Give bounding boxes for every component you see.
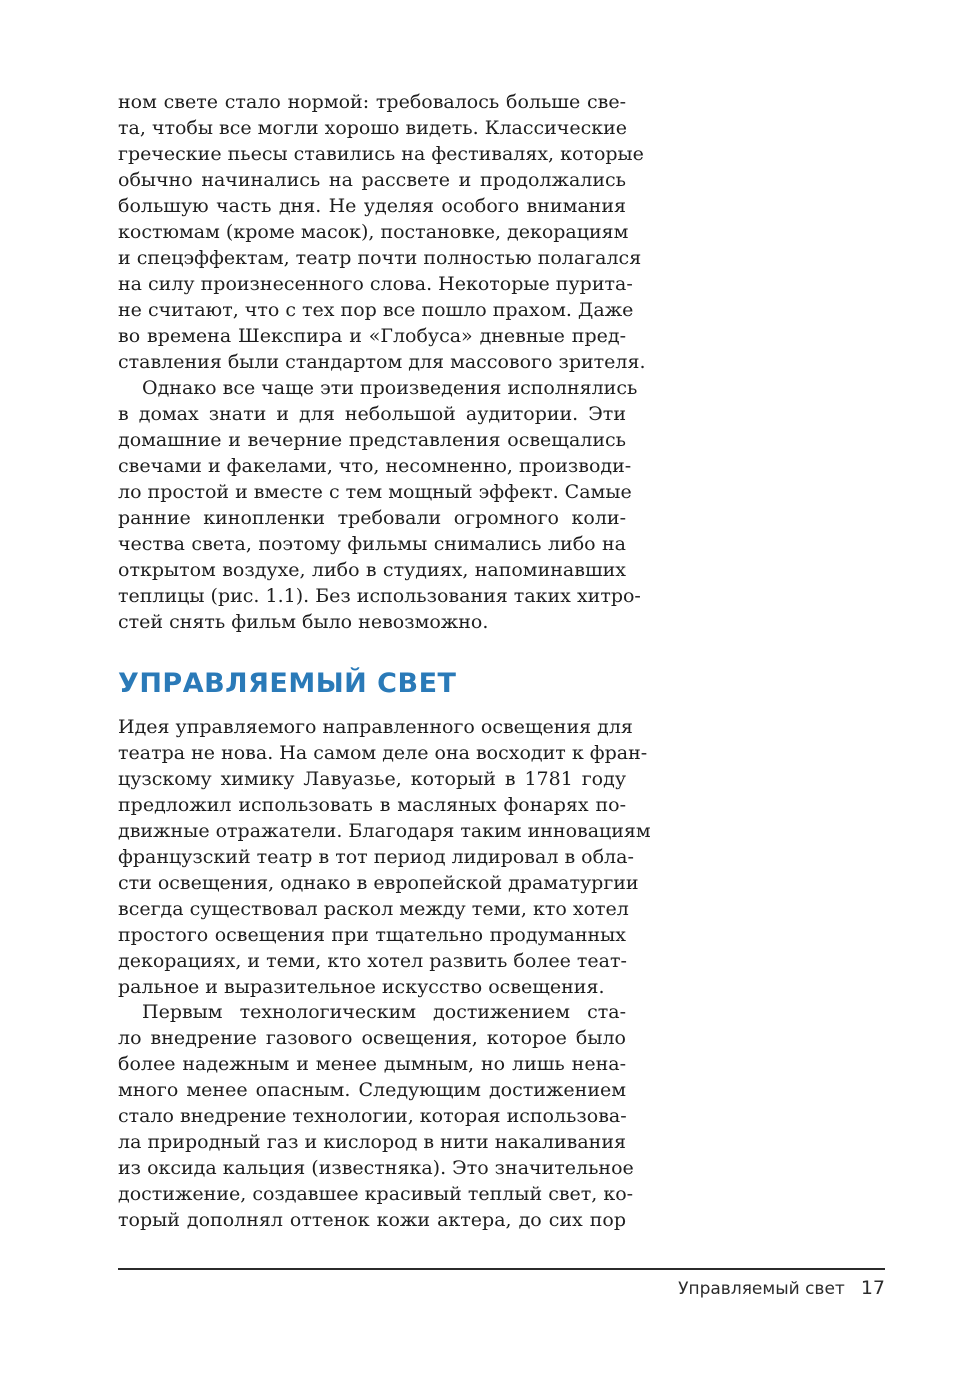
- text-line: ло простой и вместе с тем мощный эффект. Самые: [118, 481, 632, 503]
- text-line: Идея управляемого направленного освещения для: [118, 716, 633, 738]
- text-line: из оксида кальция (известняка). Это значительное: [118, 1157, 634, 1179]
- text-line: теплицы (рис. 1.1). Без использования таких хитро-: [118, 585, 641, 607]
- text-line: стало внедрение технологии, которая использова-: [118, 1105, 627, 1127]
- text-line: французский театр в тот период лидировал в обла-: [118, 846, 634, 868]
- text-line: и спецэффектам, театр почти полностью полагался: [118, 247, 642, 269]
- text-line: не считают, что с тех пор все пошло прахом. Даже: [118, 299, 634, 321]
- running-title: Управляемый свет: [678, 1279, 845, 1299]
- page-number: 17: [860, 1277, 885, 1299]
- text-line: декорациях, и теми, кто хотел развить более теат-: [118, 950, 627, 972]
- text-line: на силу произнесенного слова. Некоторые пурита-: [118, 273, 633, 295]
- text-line: большую часть дня. Не уделяя особого внимания: [118, 195, 626, 217]
- text-line: движные отражатели. Благодаря таким инновациям: [118, 820, 651, 842]
- text-line: сти освещения, однако в европейской драматургии: [118, 872, 639, 894]
- text-line: во времена Шекспира и «Глобуса» дневные пред-: [118, 325, 626, 347]
- page-footer: [678, 1277, 885, 1299]
- text-line: стей снять фильм было невозможно.: [118, 611, 489, 633]
- paragraph-4: [118, 999, 634, 1233]
- text-line: в домах знати и для небольшой аудитории. Эти: [118, 403, 626, 425]
- text-line: более надежным и менее дымным, но лишь нена-: [118, 1053, 626, 1075]
- text-line: всегда существовал раскол между теми, кто хотел: [118, 898, 629, 920]
- text-line: Однако все чаще эти произведения исполнялись: [142, 377, 638, 399]
- paragraph-1: [118, 89, 646, 375]
- text-line: много менее опасным. Следующим достижением: [118, 1079, 626, 1101]
- text-line: чества света, поэтому фильмы снимались либо на: [118, 533, 626, 555]
- text-line: театра не нова. На самом деле она восходит к фран-: [118, 742, 648, 764]
- text-line: та, чтобы все могли хорошо видеть. Классические: [118, 117, 628, 139]
- text-line: предложил использовать в масляных фонарях по-: [118, 794, 626, 816]
- footer-divider: [118, 1268, 885, 1270]
- text-line: ральное и выразительное искусство освещения.: [118, 976, 605, 998]
- text-line: ло внедрение газового освещения, которое было: [118, 1027, 626, 1049]
- text-line: открытом воздухе, либо в студиях, напоминавших: [118, 559, 626, 581]
- section-heading: УПРАВЛЯЕМЫЙ СВЕТ: [118, 668, 457, 699]
- text-line: обычно начинались на рассвете и продолжались: [118, 169, 626, 191]
- text-line: свечами и факелами, что, несомненно, производи-: [118, 455, 632, 477]
- text-line: костюмам (кроме масок), постановке, декорациям: [118, 221, 629, 243]
- text-line: греческие пьесы ставились на фестивалях, которые: [118, 143, 644, 165]
- text-line: домашние и вечерние представления освещались: [118, 429, 626, 451]
- text-line: простого освещения при тщательно продуманных: [118, 924, 626, 946]
- text-line: ном свете стало нормой: требовалось больше све-: [118, 91, 626, 113]
- text-line: торый дополнял оттенок кожи актера, до сих пор: [118, 1209, 626, 1231]
- text-line: ставления были стандартом для массового зрителя.: [118, 351, 646, 373]
- text-line: ранние кинопленки требовали огромного коли-: [118, 507, 626, 529]
- text-line: ла природный газ и кислород в нити накаливания: [118, 1131, 626, 1153]
- text-line: Первым технологическим достижением ста-: [142, 1001, 626, 1023]
- paragraph-2: [118, 375, 641, 635]
- text-line: достижение, создавшее красивый теплый свет, ко-: [118, 1183, 634, 1205]
- paragraph-3: [118, 714, 651, 1000]
- text-line: цузскому химику Лавуазье, который в 1781 году: [118, 768, 626, 790]
